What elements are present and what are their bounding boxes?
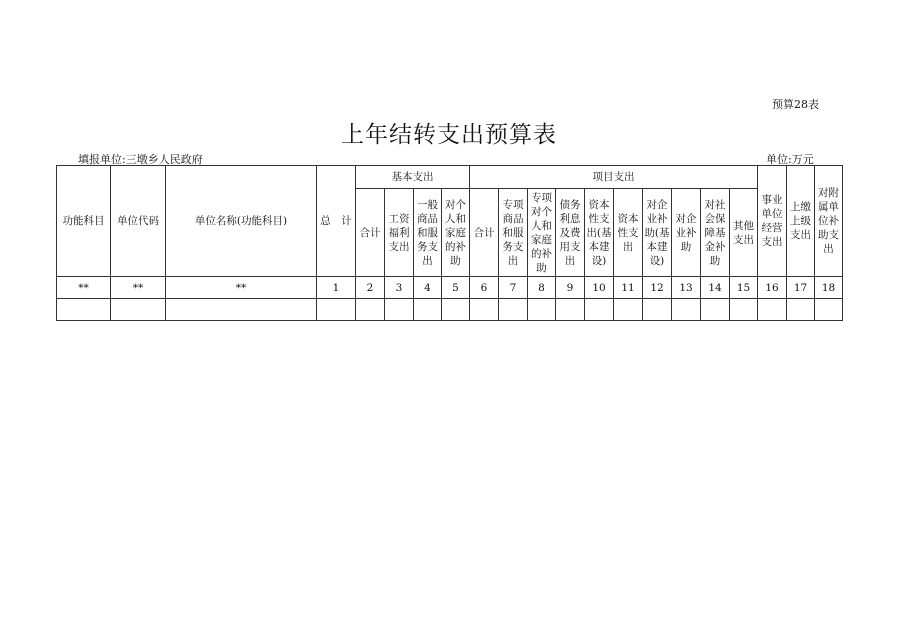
header-basic-group: 基本支出 — [356, 166, 470, 189]
blank-cell — [787, 299, 815, 321]
blank-cell — [499, 299, 528, 321]
index-cell: 10 — [585, 277, 614, 299]
index-cell: 15 — [730, 277, 758, 299]
index-cell: 1 — [317, 277, 356, 299]
blank-cell — [385, 299, 414, 321]
header-project-debt: 债务利息及费用支出 — [556, 189, 585, 277]
blank-cell — [556, 299, 585, 321]
index-cell: 9 — [556, 277, 585, 299]
header-basic-salary: 工资福利支出 — [385, 189, 414, 277]
form-number: 预算28表 — [772, 98, 819, 111]
header-project-total: 合计 — [470, 189, 499, 277]
index-cell: 6 — [470, 277, 499, 299]
index-cell: 11 — [614, 277, 643, 299]
blank-cell — [701, 299, 730, 321]
header-project-group: 项目支出 — [470, 166, 758, 189]
blank-cell — [470, 299, 499, 321]
index-cell: 16 — [758, 277, 787, 299]
header-project-capital: 资本性支出 — [614, 189, 643, 277]
header-project-other: 其他支出 — [730, 189, 758, 277]
blank-cell — [672, 299, 701, 321]
page-title: 上年结转支出预算表 — [341, 122, 557, 148]
blank-cell — [57, 299, 111, 321]
index-cell: 5 — [442, 277, 470, 299]
header-project-enterprise-construction: 对企业补助(基本建设) — [643, 189, 672, 277]
blank-cell — [111, 299, 166, 321]
index-cell: 13 — [672, 277, 701, 299]
blank-cell — [166, 299, 317, 321]
index-cell: 14 — [701, 277, 730, 299]
header-upper: 上缴上级支出 — [787, 166, 815, 277]
header-affiliated: 对附属单位补助支出 — [815, 166, 843, 277]
index-cell: 4 — [414, 277, 442, 299]
index-cell: 17 — [787, 277, 815, 299]
index-cell: ** — [57, 277, 111, 299]
blank-cell — [356, 299, 385, 321]
index-cell: 18 — [815, 277, 843, 299]
header-project-personal: 专项对个人和家庭的补助 — [528, 189, 556, 277]
header-business: 事业单位经营支出 — [758, 166, 787, 277]
blank-cell — [442, 299, 470, 321]
blank-cell — [815, 299, 843, 321]
blank-cell — [414, 299, 442, 321]
index-cell: 8 — [528, 277, 556, 299]
index-cell: 3 — [385, 277, 414, 299]
header-unit-code: 单位代码 — [111, 166, 166, 277]
header-project-social-security: 对社会保障基金补助 — [701, 189, 730, 277]
blank-cell — [730, 299, 758, 321]
currency-unit: 单位:万元 — [766, 153, 814, 166]
header-basic-total: 合计 — [356, 189, 385, 277]
header-project-capital-construction: 资本性支出(基本建设) — [585, 189, 614, 277]
header-total: 总 计 — [317, 166, 356, 277]
index-cell: 2 — [356, 277, 385, 299]
header-project-goods: 专项商品和服务支出 — [499, 189, 528, 277]
blank-cell — [758, 299, 787, 321]
index-cell: 12 — [643, 277, 672, 299]
header-project-enterprise: 对企业补助 — [672, 189, 701, 277]
header-basic-goods: 一般商品和服务支出 — [414, 189, 442, 277]
header-unit-name: 单位名称(功能科目) — [166, 166, 317, 277]
index-cell: ** — [166, 277, 317, 299]
blank-row — [57, 299, 843, 321]
index-cell: 7 — [499, 277, 528, 299]
header-func-subject: 功能科目 — [57, 166, 111, 277]
index-row — [57, 277, 843, 299]
blank-cell — [317, 299, 356, 321]
budget-table — [56, 165, 843, 321]
blank-cell — [614, 299, 643, 321]
blank-cell — [585, 299, 614, 321]
index-cell: ** — [111, 277, 166, 299]
blank-cell — [643, 299, 672, 321]
header-basic-personal: 对个人和家庭的补助 — [442, 189, 470, 277]
reporting-unit: 填报单位:三墩乡人民政府 — [78, 153, 203, 166]
blank-cell — [528, 299, 556, 321]
